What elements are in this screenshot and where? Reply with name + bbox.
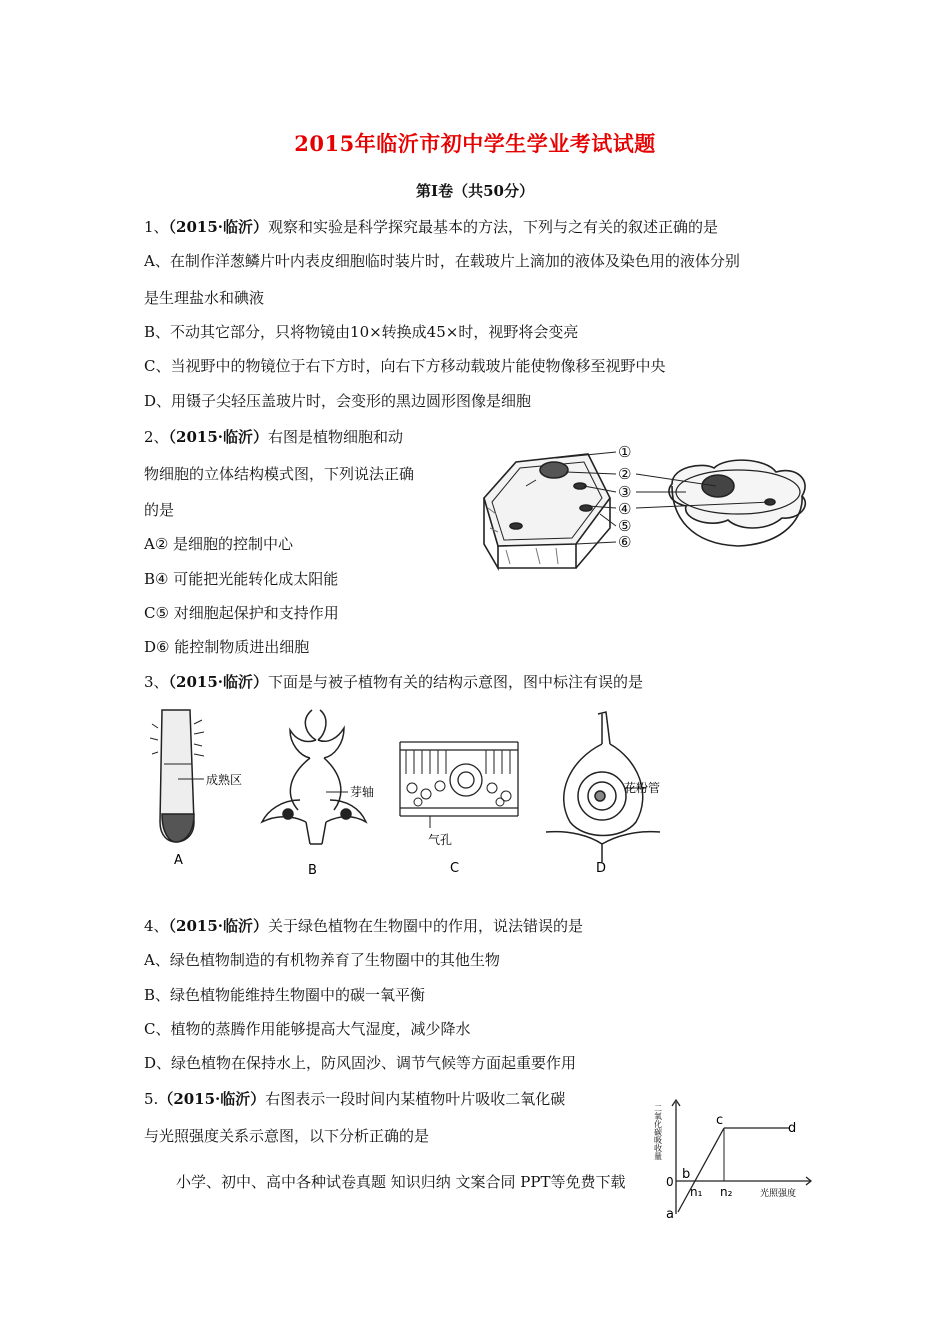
question-source: （2015·临沂） <box>168 218 269 236</box>
y-axis-label: 二氧化碳吸收量 <box>654 1104 663 1160</box>
point-b-label: b <box>682 1167 691 1182</box>
cell-label-2: ② <box>618 465 632 483</box>
n1-label: n₁ <box>690 1185 703 1199</box>
label-mature-zone: 成熟区 <box>206 773 243 787</box>
point-a-label: a <box>666 1207 674 1222</box>
plant-cell-figure <box>484 454 610 568</box>
section-heading: 第Ⅰ卷（共50分） <box>416 182 534 200</box>
question-4-option-d: D、绿色植物在保持水上，防风固沙、调节气候等方面起重要作用 <box>144 1054 577 1072</box>
question-1-option-b: B、不动其它部分，只将物镜由10×转换成45×时，视野将会变亮 <box>144 323 579 341</box>
question-2-stem-line2: 物细胞的立体结构模式图，下列说法正确 <box>144 465 415 483</box>
plant-structure-figures <box>150 704 670 884</box>
label-pollen-tube: 花粉管 <box>624 781 661 795</box>
question-1-stem <box>144 216 718 238</box>
question-1-option-a-cont: 是生理盐水和碘液 <box>144 289 265 307</box>
question-text: 下面是与被子植物有关的结构示意图，图中标注有误的是 <box>268 673 644 691</box>
point-d-label: d <box>788 1121 797 1136</box>
caption-d: D <box>596 861 607 876</box>
caption-c: C <box>450 861 460 876</box>
question-4-stem <box>144 915 583 937</box>
question-number: 5. <box>144 1090 159 1108</box>
question-text: 右图表示一段时间内某植物叶片吸收二氧化碳 <box>265 1090 566 1108</box>
caption-b: B <box>308 863 317 878</box>
cell-label-6: ⑥ <box>618 533 632 551</box>
question-text: 关于绿色植物在生物圈中的作用，说法错误的是 <box>268 917 584 935</box>
question-source: （2015·临沂） <box>158 1090 266 1108</box>
cell-label-1: ① <box>618 443 632 461</box>
question-5-stem <box>144 1088 565 1110</box>
question-number: 2、 <box>144 428 169 446</box>
question-1-option-c: C、当视野中的物镜位于右下方时，向右下方移动载玻片能使物像移至视野中央 <box>144 357 666 375</box>
n2-label: n₂ <box>720 1185 733 1199</box>
leaf-section-figure <box>400 742 518 828</box>
page-title: 2015年临沂市初中学生学业考试试题 <box>294 131 656 156</box>
root-tip-figure <box>150 710 204 842</box>
question-text: 观察和实验是科学探究最基本的方法，下列与之有关的叙述正确的是 <box>268 218 719 236</box>
cell-label-3: ③ <box>618 483 632 501</box>
question-4-option-b: B、绿色植物能维持生物圈中的碳一氧平衡 <box>144 986 426 1004</box>
question-source: （2015·临沂） <box>168 428 269 446</box>
question-1-option-d: D、用镊子尖轻压盖玻片时，会变形的黑边圆形图像是细胞 <box>144 392 532 410</box>
question-2-stem <box>144 426 403 448</box>
cell-structure-diagram <box>476 436 816 576</box>
caption-a: A <box>174 853 183 868</box>
point-c-label: c <box>716 1113 724 1128</box>
question-2-option-b: B④ 可能把光能转化成太阳能 <box>144 570 339 588</box>
question-2-option-a: A② 是细胞的控制中心 <box>144 535 294 553</box>
cell-label-4: ④ <box>618 500 632 518</box>
bud-figure <box>262 710 366 844</box>
cell-label-5: ⑤ <box>618 517 632 535</box>
origin-label: 0 <box>666 1175 674 1189</box>
question-text: 右图是植物细胞和动 <box>268 428 404 446</box>
footer-text: 小学、初中、高中各种试卷真题 知识归纳 文案合同 PPT等免费下载 <box>176 1173 626 1191</box>
question-number: 3、 <box>144 673 169 691</box>
question-source: （2015·临沂） <box>168 917 269 935</box>
question-4-option-c: C、植物的蒸腾作用能够提高大气湿度，减少降水 <box>144 1020 471 1038</box>
label-stoma: 气孔 <box>428 833 453 847</box>
question-2-option-d: D⑥ 能控制物质进出细胞 <box>144 638 310 656</box>
x-axis-label: 光照强度 <box>760 1189 797 1199</box>
question-number: 4、 <box>144 917 169 935</box>
co2-light-graph <box>654 1096 814 1222</box>
label-bud-axis: 芽轴 <box>350 785 375 799</box>
question-4-option-a: A、绿色植物制造的有机物养育了生物圈中的其他生物 <box>144 951 500 969</box>
question-1-option-a: A、在制作洋葱鳞片叶内表皮细胞临时装片时，在载玻片上滴加的液体及染色用的液体分别 <box>144 252 740 270</box>
question-3-stem <box>144 671 643 693</box>
question-2-stem-line3: 的是 <box>144 501 175 519</box>
question-source: （2015·临沂） <box>168 673 269 691</box>
question-5-stem-line2: 与光照强度关系示意图，以下分析正确的是 <box>144 1127 430 1145</box>
question-2-option-c: C⑤ 对细胞起保护和支持作用 <box>144 604 339 622</box>
question-number: 1、 <box>144 218 169 236</box>
